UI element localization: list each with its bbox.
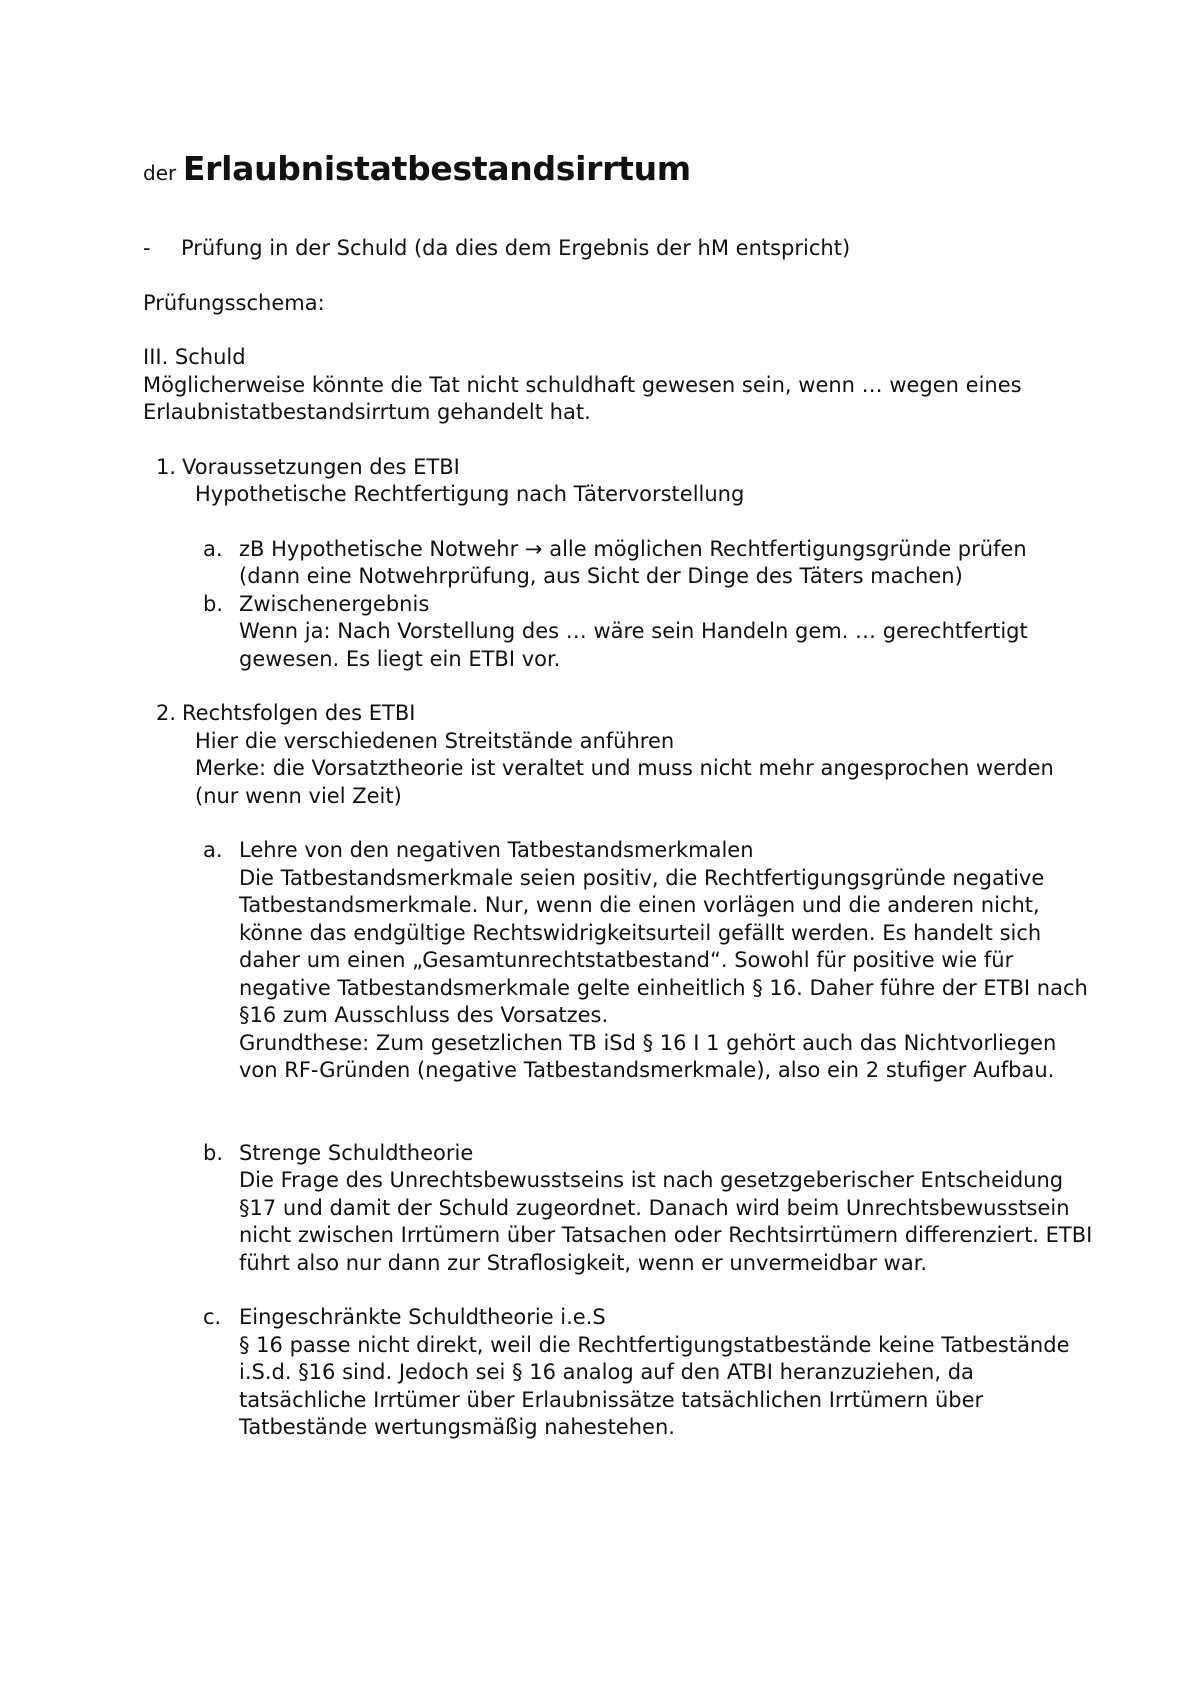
- point2-heading-row: [156, 700, 1093, 728]
- section-heading: III. Schuld: [143, 345, 246, 369]
- document-title: [143, 145, 1093, 197]
- point2-number: 2.: [156, 701, 177, 725]
- bullet-marker: -: [143, 236, 151, 260]
- point1-a-letter: a.: [203, 536, 223, 561]
- point2-heading: Rechtsfolgen des ETBI: [182, 701, 416, 725]
- title-main: Erlaubnistatbestandsirrtum: [182, 149, 691, 188]
- bullet-text: Prüfung in der Schuld (da dies dem Ergebnis der hM entspricht): [181, 236, 851, 260]
- point2-a: [203, 837, 1093, 1085]
- section-intro: Möglicherweise könnte die Tat nicht schuldhaft gewesen sein, wenn … wegen eines Erlaubnistatbestandsirrtum gehandelt hat.: [143, 372, 1022, 424]
- bullet-item: [143, 235, 1093, 263]
- point1-number: 1.: [156, 454, 177, 479]
- point2-b-heading: Strenge Schuldtheorie: [239, 1140, 474, 1165]
- point1-heading: Voraussetzungen des ETBI: [182, 454, 460, 479]
- point2-a-letter: a.: [203, 838, 223, 862]
- point1-b: [203, 591, 1093, 674]
- point1-a-text: zB Hypothetische Notwehr → alle möglichen Rechtfertigungsgründe prüfen (dann eine Notwehrprüfung, aus Sicht der Dinge des Täters machen): [239, 536, 1027, 588]
- point2-a-text: Die Tatbestandsmerkmale seien positiv, die Rechtfertigungsgründe negative Tatbestandsmerkmale. Nur, wenn die einen vorlägen und die anderen nicht, könne das endgültige Rechtswidrigkeitsurteil gefällt werden. Es handelt sich daher um einen „Gesamtunrechtstatbestand“. Sowohl für positive wie für negative Tatbestandsmerkmale gelte einheitlich § 16. Daher führe der ETBI nach §16 zum Ausschluss des Vorsatzes.: [239, 865, 1088, 1027]
- point1-b-text: Wenn ja: Nach Vorstellung des … wäre sein Handeln gem. … gerechtfertigt gewesen. Es liegt ein ETBI vor.: [239, 619, 1028, 671]
- point1-b-letter: b.: [203, 591, 224, 616]
- point2-sub2: Merke: die Vorsatztheorie ist veraltet und muss nicht mehr angesprochen werden (nur wenn viel Zeit): [195, 756, 1054, 808]
- point2-b-letter: b.: [203, 1140, 224, 1165]
- schema-label: Prüfungsschema:: [143, 290, 325, 315]
- point2-a-text2: Grundthese: Zum gesetzlichen TB iSd § 16 I 1 gehört auch das Nichtvorliegen von RF-Gründen (negative Tatbestandsmerkmale), also ein 2 stufiger Aufbau.: [239, 1030, 1057, 1082]
- point2-sub1: Hier die verschiedenen Streitstände anführen: [195, 728, 675, 753]
- point1-sub: Hypothetische Rechtfertigung nach Tätervorstellung: [195, 482, 745, 506]
- document-page: [143, 145, 1093, 1442]
- point1-heading-row: [156, 454, 1093, 482]
- point2-c: [203, 1304, 1093, 1442]
- point2-b-text: Die Frage des Unrechtsbewusstseins ist nach gesetzgeberischer Entscheidung §17 und damit der Schuld zugeordnet. Danach wird beim Unrechtsbewusstsein nicht zwischen Irrtümern über Tatsachen oder Rechtsirrtümern differenziert. ETBI führt also nur dann zur Straflosigkeit, wenn er unvermeidbar war.: [239, 1168, 1093, 1275]
- point2-c-heading: Eingeschränkte Schuldtheorie i.e.S: [239, 1305, 606, 1329]
- point1-b-heading: Zwischenergebnis: [239, 591, 430, 616]
- point2-b: [203, 1140, 1093, 1278]
- point1-a: [203, 536, 1093, 591]
- point2-c-text: § 16 passe nicht direkt, weil die Rechtfertigungstatbestände keine Tatbestände i.S.d. §16 sind. Jedoch sei § 16 analog auf den ATBI heranzuziehen, da tatsächliche Irrtümer über Erlaubnissätze tatsächlichen Irrtümern über Tatbestände wertungsmäßig nahestehen.: [239, 1332, 1070, 1439]
- point2-c-letter: c.: [203, 1305, 222, 1329]
- title-prefix: der: [143, 161, 177, 185]
- point2-a-heading: Lehre von den negativen Tatbestandsmerkmalen: [239, 838, 754, 862]
